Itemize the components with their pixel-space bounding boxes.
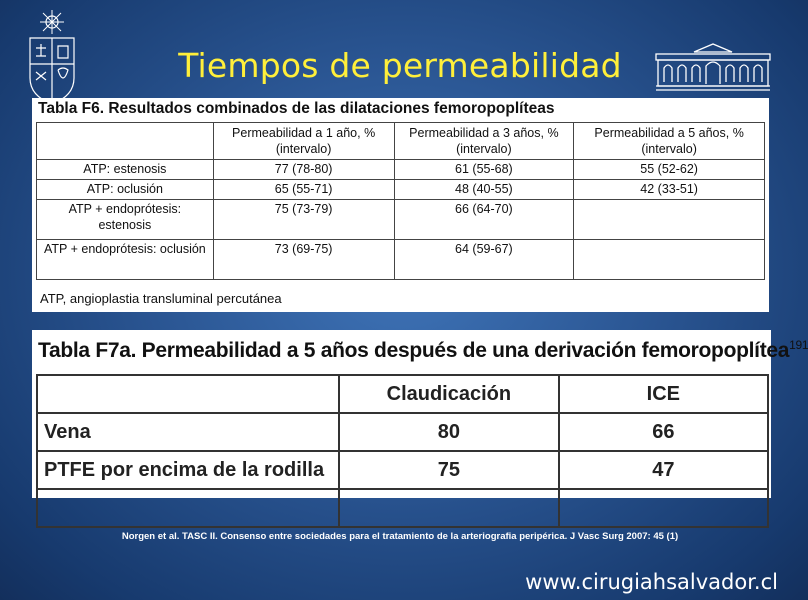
table-f6 — [36, 122, 765, 280]
table-f7a-panel — [32, 330, 808, 498]
table-row — [37, 200, 765, 240]
table-cell: 66 (64-70) — [394, 200, 574, 240]
row-label: Vena — [37, 413, 339, 451]
table-row — [37, 160, 765, 180]
row-label: ATP + endoprótesis: estenosis — [37, 200, 214, 240]
table-header-cell: Permeabilidad a 5 años, % (intervalo) — [574, 123, 765, 160]
table-header-cell — [37, 375, 339, 413]
table-header-row — [37, 375, 768, 413]
slide-title: Tiempos de permeabilidad — [178, 46, 622, 85]
table-row — [37, 451, 768, 489]
table-header-cell: Permeabilidad a 3 años, % (intervalo) — [394, 123, 574, 160]
table-f7a-caption — [38, 338, 808, 363]
table-header-cell — [37, 123, 214, 160]
table-cell: 61 (55-68) — [394, 160, 574, 180]
table-f7a-caption-ref: 191 — [789, 338, 808, 352]
table-f7a-caption-text: Tabla F7a. Permeabilidad a 5 años después de una derivación femoropoplítea — [38, 339, 790, 362]
table-cell: 77 (78-80) — [213, 160, 394, 180]
table-f6-panel — [32, 98, 769, 312]
table-cell — [574, 200, 765, 240]
table-cell: 66 — [559, 413, 768, 451]
table-cell: 75 — [339, 451, 559, 489]
row-label: PTFE por encima de la rodilla — [37, 451, 339, 489]
table-f6-caption: Tabla F6. Resultados combinados de las dilataciones femoropoplíteas — [38, 100, 555, 117]
table-header-cell: Permeabilidad a 1 año, % (intervalo) — [213, 123, 394, 160]
row-label: ATP: oclusión — [37, 180, 214, 200]
table-cell: 64 (59-67) — [394, 240, 574, 280]
table-cell: 80 — [339, 413, 559, 451]
table-row — [37, 240, 765, 280]
citation-text: Norgen et al. TASC II. Consenso entre sociedades para el tratamiento de la arteriografia peripérica. J Vasc Surg 2007: 45 (1) — [121, 531, 679, 542]
table-cell: 73 (69-75) — [213, 240, 394, 280]
table-row — [37, 413, 768, 451]
table-cell: 75 (73-79) — [213, 200, 394, 240]
table-cell: 47 — [559, 451, 768, 489]
table-row — [37, 180, 765, 200]
table-row-cropped — [37, 489, 768, 527]
table-cell: 55 (52-62) — [574, 160, 765, 180]
table-header-cell: ICE — [559, 375, 768, 413]
row-label: ATP: estenosis — [37, 160, 214, 180]
website-url: www.cirugiahsalvador.cl — [525, 570, 778, 594]
table-cell: 48 (40-55) — [394, 180, 574, 200]
table-f6-footnote: ATP, angioplastia transluminal percutánea — [40, 291, 282, 306]
table-f7a — [36, 374, 769, 528]
table-cell: 65 (55-71) — [213, 180, 394, 200]
table-cell — [574, 240, 765, 280]
row-label: ATP + endoprótesis: oclusión — [37, 240, 214, 280]
table-header-row — [37, 123, 765, 160]
table-header-cell: Claudicación — [339, 375, 559, 413]
table-cell: 42 (33-51) — [574, 180, 765, 200]
